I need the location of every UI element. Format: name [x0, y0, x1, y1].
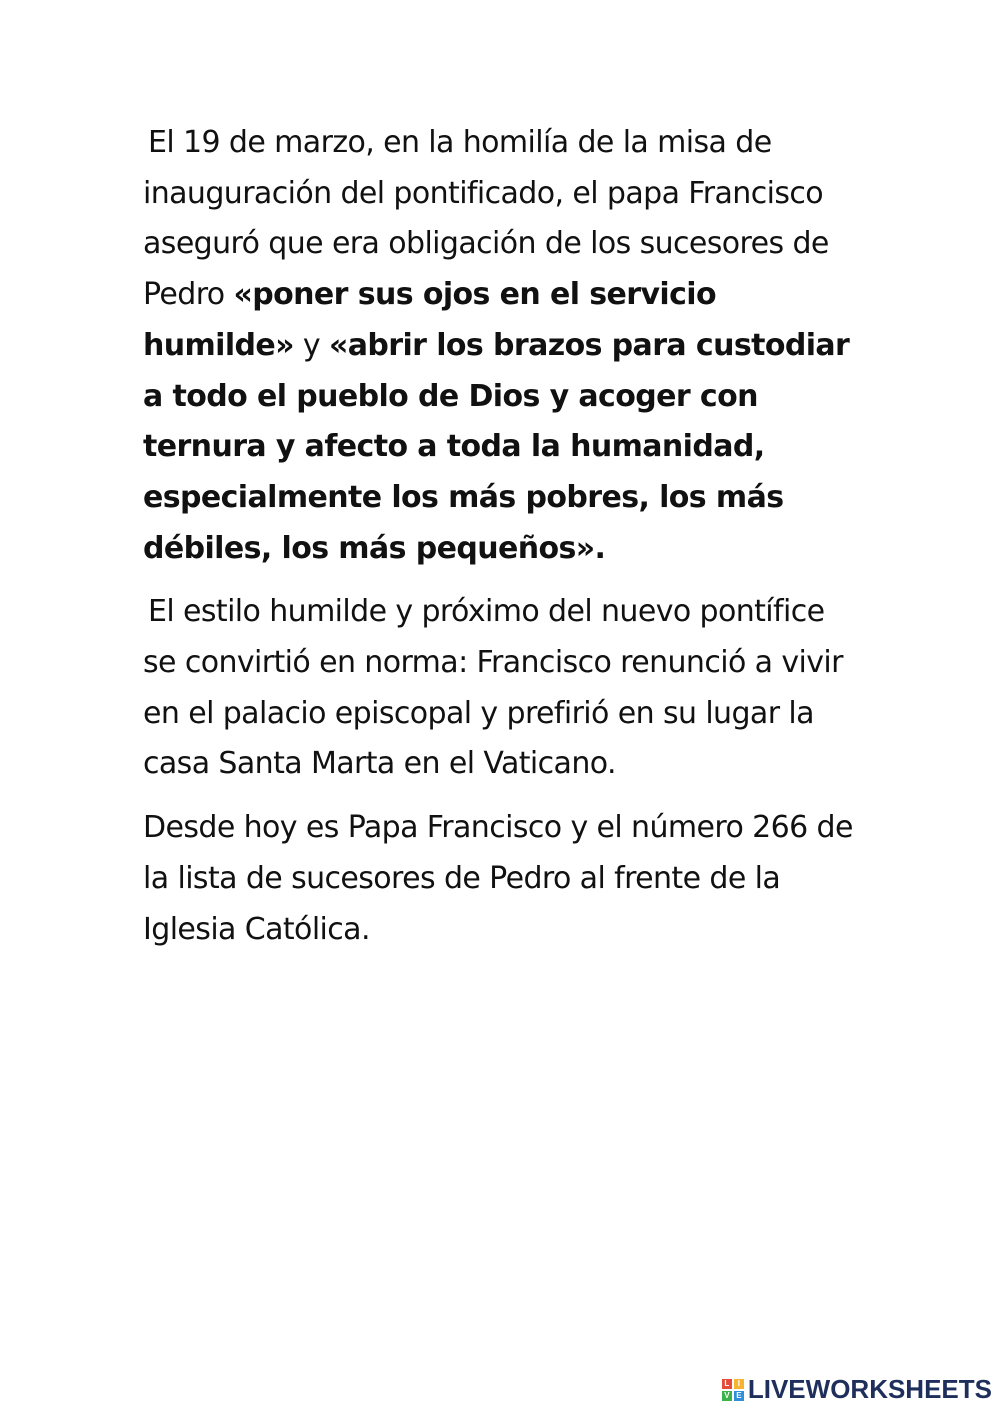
- document-body: [143, 118, 863, 955]
- paragraph-estilo-humilde: El estilo humilde y próximo del nuevo pontífice se convirtió en norma: Francisco renunció a vivir en el palacio episcopal y prefirió en su lugar la casa Santa Marta en el Vaticano.: [143, 594, 843, 782]
- logo-letter-e: E: [734, 1391, 744, 1401]
- quote-abrir-los-brazos: «abrir los brazos para custodiar a todo el pueblo de Dios y acoger con ternura y afecto a toda la humanidad, especialmente los más pobres, los más débiles, los más pequeños».: [143, 327, 850, 566]
- liveworksheets-watermark: [722, 1374, 992, 1405]
- homily-intro-text: El 19 de marzo, en la homilía de la misa de inauguración del pontificado, el papa Francisco aseguró que era obligación de los sucesores de Pedro: [143, 125, 829, 313]
- quote-servicio-humilde: «poner sus ojos en el servicio humilde»: [143, 277, 716, 363]
- logo-letter-v: V: [722, 1391, 732, 1401]
- paragraph-homily: [143, 118, 863, 574]
- paragraph-numero-266: Desde hoy es Papa Francisco y el número 266 de la lista de sucesores de Pedro al frente de la Iglesia Católica.: [143, 810, 853, 947]
- conjunction-text: y: [293, 327, 329, 363]
- logo-letter-l: L: [722, 1379, 732, 1389]
- liveworksheets-logo-icon: [722, 1379, 744, 1401]
- watermark-text: LIVEWORKSHEETS: [747, 1374, 992, 1404]
- logo-letter-i: I: [734, 1379, 744, 1389]
